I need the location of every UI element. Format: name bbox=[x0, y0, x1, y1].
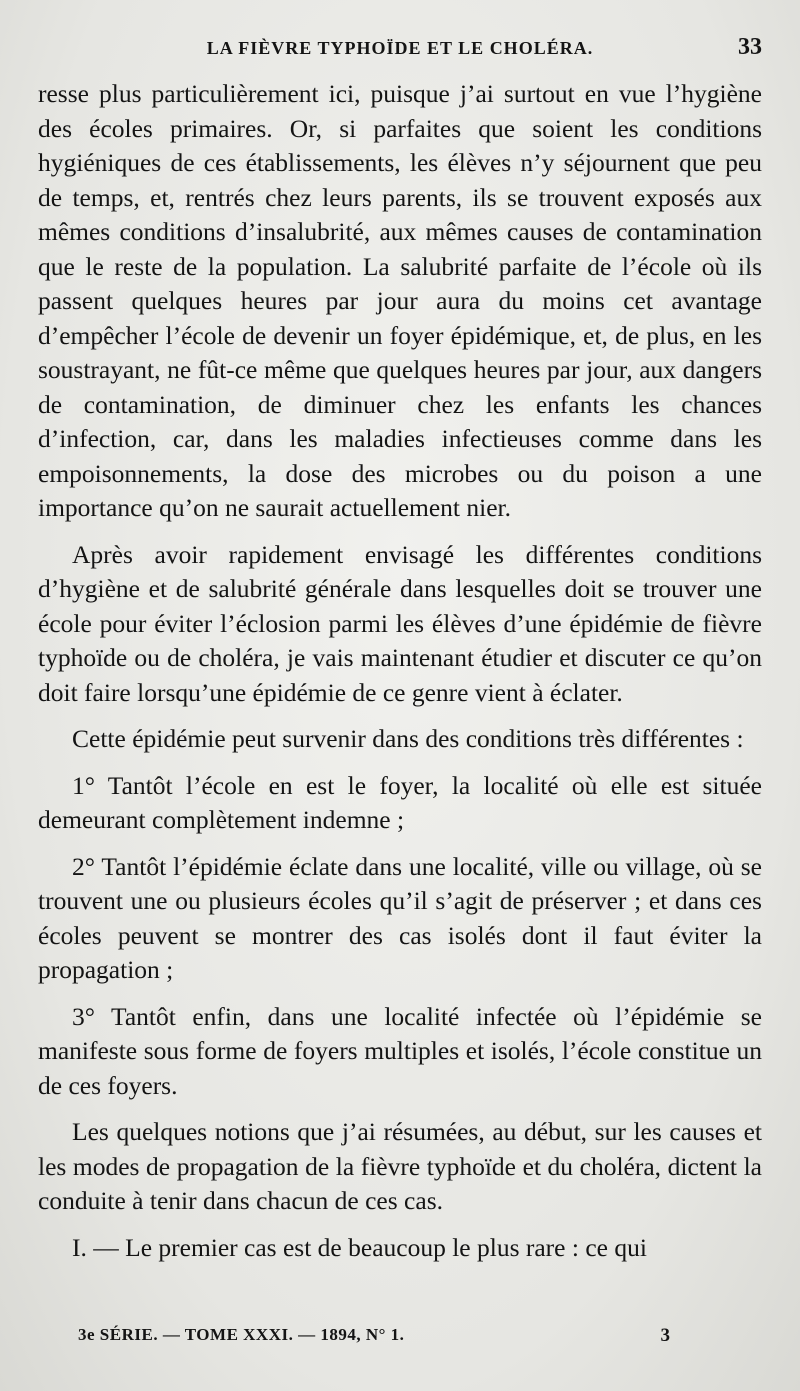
paragraph: I. — Le premier cas est de beaucoup le plus rare : ce qui bbox=[72, 1232, 647, 1262]
body-text bbox=[38, 77, 762, 1265]
series-info: 3e SÉRIE. — TOME XXXI. — 1894, N° 1. bbox=[78, 1325, 405, 1344]
paragraph: Après avoir rapidement envisagé les différentes conditions d’hygiène et de salubrité générale dans lesquelles doit se trouver une école pour éviter l’éclosion parmi les élèves d’une épidémie de fièvre typhoïde ou de choléra, je vais maintenant étudier et discuter ce qu’on doit faire lorsqu’une épidémie de ce genre vient à éclater. bbox=[38, 539, 762, 707]
list-item: 3° Tantôt enfin, dans une localité infectée où l’épidémie se manifeste sous forme de foyers multiples et isolés, l’école constitue un de ces foyers. bbox=[38, 1001, 762, 1100]
signature-mark: 3 bbox=[660, 1325, 670, 1346]
paragraph: Cette épidémie peut survenir dans des conditions très différentes : bbox=[72, 724, 744, 753]
running-title: LA FIÈVRE TYPHOÏDE ET LE CHOLÉRA. bbox=[206, 38, 594, 58]
list-item: 2° Tantôt l’épidémie éclate dans une localité, ville ou village, où se trouvent une ou plusieurs écoles qu’il s’agit de préserver ; et dans ces écoles peuvent se montrer des cas isolés dont il faut éviter la propagation ; bbox=[38, 851, 762, 984]
paragraph-continuation: resse plus particulièrement ici, puisque j’ai surtout en vue l’hygiène des écoles primaires. Or, si parfaites que soient les conditions hygiéniques de ces établissements, les élèves n’y séjournent que peu de temps, et, rentrés chez leurs parents, ils se trouvent exposés aux mêmes conditions d’insalubrité, aux mêmes causes de contamination que le reste de la population. La salubrité parfaite de l’école où ils passent quelques heures par jour aura du moins cet avantage d’empêcher l’école de devenir un foyer épidémique, et, de plus, en les soustrayant, ne fût-ce même que quelques heures par jour, aux dangers de contamination, de diminuer chez les enfants les chances d’infection, car, dans les maladies infectieuses comme dans les empoisonnements, la dose des microbes ou du poison a une importance qu’on ne saurait actuellement nier. bbox=[38, 79, 762, 522]
list-item: 1° Tantôt l’école en est le foyer, la localité où elle est située demeurant complètement indemne ; bbox=[38, 770, 762, 834]
paragraph: Les quelques notions que j’ai résumées, au début, sur les causes et les modes de propagation de la fièvre typhoïde et du choléra, dictent la conduite à tenir dans chacun de ces cas. bbox=[38, 1117, 762, 1215]
page-header bbox=[0, 34, 800, 68]
page-footer bbox=[78, 1325, 670, 1355]
page-number: 33 bbox=[738, 34, 762, 60]
